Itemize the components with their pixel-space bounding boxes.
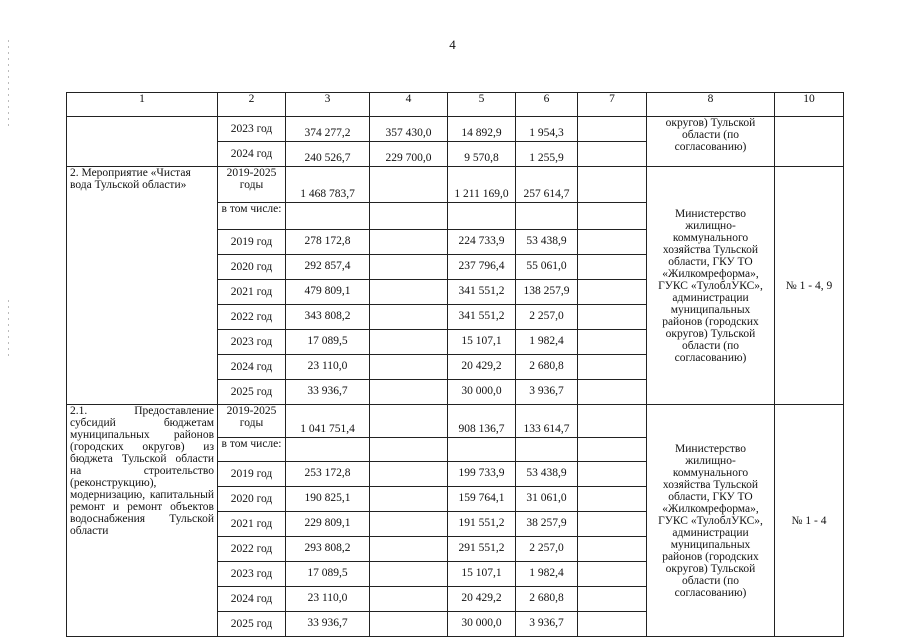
year-cell: 2023 год <box>218 562 286 587</box>
activity-title: 2. Мероприятие «Чистая вода Тульской области» <box>67 167 218 405</box>
value-cell <box>578 305 647 330</box>
value-cell: 3 936,7 <box>516 612 578 637</box>
value-cell: 1 041 751,4 <box>286 405 370 438</box>
value-cell <box>370 305 448 330</box>
value-cell: 20 429,2 <box>448 355 516 380</box>
value-cell: 1 211 169,0 <box>448 167 516 203</box>
year-cell: 2024 год <box>218 142 286 167</box>
year-cell: 2021 год <box>218 280 286 305</box>
value-cell <box>578 512 647 537</box>
value-cell: 1 982,4 <box>516 562 578 587</box>
value-cell <box>578 537 647 562</box>
value-cell: 253 172,8 <box>286 462 370 487</box>
indicator-ref-cell: № 1 - 4 <box>775 405 844 637</box>
value-cell <box>370 167 448 203</box>
responsible-cell: Министерство жилищно-коммунального хозяйства Тульской области, ГКУ ТО «Жилкомреформа», ГУКС «ТулоблУКС», администрации муниципальных районов (городских округов) Тульской области (по согласованию) <box>647 167 775 405</box>
value-cell <box>578 167 647 203</box>
column-header: 2 <box>218 93 286 117</box>
indicator-ref-cell <box>775 117 844 167</box>
value-cell: 33 936,7 <box>286 612 370 637</box>
value-cell: 2 257,0 <box>516 305 578 330</box>
value-cell <box>516 438 578 462</box>
value-cell: 291 551,2 <box>448 537 516 562</box>
column-header: 7 <box>578 93 647 117</box>
value-cell <box>370 255 448 280</box>
value-cell <box>578 587 647 612</box>
including-label: в том числе: <box>218 438 286 462</box>
value-cell <box>578 438 647 462</box>
year-cell: 2021 год <box>218 512 286 537</box>
value-cell <box>578 280 647 305</box>
year-cell: 2020 год <box>218 255 286 280</box>
responsible-cell: Министерство жилищно-коммунального хозяйства Тульской области, ГКУ ТО «Жилкомреформа», ГУКС «ТулоблУКС», администрации муниципальных районов (городских округов) Тульской области (по согласованию) <box>647 405 775 637</box>
value-cell: 1 954,3 <box>516 117 578 142</box>
value-cell <box>578 255 647 280</box>
value-cell: 38 257,9 <box>516 512 578 537</box>
value-cell <box>578 562 647 587</box>
responsible-cell: округов) Тульской области (по согласованию) <box>647 117 775 167</box>
value-cell: 229 700,0 <box>370 142 448 167</box>
margin-scan-mark <box>8 40 9 130</box>
year-cell: 2025 год <box>218 612 286 637</box>
activity-title: 2.1. Предоставление субсидий бюджетам муниципальных районов (городских округов) из бюджета Тульской области на строительство (реконструкцию), модернизацию, капитальный ремонт и ремонт объектов водоснабжения Тульской области <box>67 405 218 637</box>
value-cell <box>516 203 578 230</box>
value-cell <box>370 612 448 637</box>
table-row <box>67 405 844 438</box>
value-cell: 55 061,0 <box>516 255 578 280</box>
value-cell <box>370 355 448 380</box>
page-number: 4 <box>449 37 456 52</box>
margin-scan-mark <box>8 300 9 360</box>
value-cell: 2 257,0 <box>516 537 578 562</box>
value-cell: 343 808,2 <box>286 305 370 330</box>
value-cell: 341 551,2 <box>448 280 516 305</box>
year-cell: 2023 год <box>218 330 286 355</box>
value-cell <box>370 438 448 462</box>
value-cell <box>370 487 448 512</box>
value-cell: 224 733,9 <box>448 230 516 255</box>
year-cell: 2020 год <box>218 487 286 512</box>
indicator-ref-cell: № 1 - 4, 9 <box>775 167 844 405</box>
value-cell: 199 733,9 <box>448 462 516 487</box>
year-cell: 2025 год <box>218 380 286 405</box>
value-cell: 17 089,5 <box>286 330 370 355</box>
value-cell: 33 936,7 <box>286 380 370 405</box>
year-cell: 2024 год <box>218 355 286 380</box>
value-cell: 2 680,8 <box>516 355 578 380</box>
value-cell <box>578 487 647 512</box>
value-cell <box>578 462 647 487</box>
value-cell: 133 614,7 <box>516 405 578 438</box>
value-cell: 15 107,1 <box>448 330 516 355</box>
value-cell: 31 061,0 <box>516 487 578 512</box>
value-cell <box>578 230 647 255</box>
value-cell: 30 000,0 <box>448 380 516 405</box>
value-cell <box>370 587 448 612</box>
value-cell <box>578 203 647 230</box>
table-header-row <box>67 93 844 117</box>
year-cell: 2019 год <box>218 230 286 255</box>
value-cell: 191 551,2 <box>448 512 516 537</box>
value-cell: 293 808,2 <box>286 537 370 562</box>
value-cell <box>370 537 448 562</box>
year-cell: 2022 год <box>218 537 286 562</box>
value-cell <box>578 380 647 405</box>
value-cell: 237 796,4 <box>448 255 516 280</box>
value-cell: 23 110,0 <box>286 587 370 612</box>
value-cell <box>370 203 448 230</box>
value-cell <box>578 142 647 167</box>
year-cell: 2019-2025 годы <box>218 405 286 438</box>
value-cell: 1 982,4 <box>516 330 578 355</box>
value-cell: 357 430,0 <box>370 117 448 142</box>
value-cell: 53 438,9 <box>516 230 578 255</box>
value-cell <box>370 330 448 355</box>
value-cell <box>578 612 647 637</box>
value-cell <box>370 280 448 305</box>
value-cell: 53 438,9 <box>516 462 578 487</box>
value-cell: 20 429,2 <box>448 587 516 612</box>
value-cell: 15 107,1 <box>448 562 516 587</box>
value-cell: 278 172,8 <box>286 230 370 255</box>
year-cell: 2022 год <box>218 305 286 330</box>
value-cell <box>578 117 647 142</box>
value-cell: 374 277,2 <box>286 117 370 142</box>
value-cell <box>370 230 448 255</box>
value-cell <box>578 330 647 355</box>
column-header: 8 <box>647 93 775 117</box>
value-cell: 479 809,1 <box>286 280 370 305</box>
value-cell: 1 468 783,7 <box>286 167 370 203</box>
value-cell <box>370 380 448 405</box>
value-cell: 2 680,8 <box>516 587 578 612</box>
value-cell: 3 936,7 <box>516 380 578 405</box>
value-cell: 257 614,7 <box>516 167 578 203</box>
table-row <box>67 117 844 142</box>
value-cell: 23 110,0 <box>286 355 370 380</box>
year-cell: 2023 год <box>218 117 286 142</box>
column-header: 5 <box>448 93 516 117</box>
year-cell: 2019-2025 годы <box>218 167 286 203</box>
value-cell: 138 257,9 <box>516 280 578 305</box>
value-cell: 292 857,4 <box>286 255 370 280</box>
value-cell: 240 526,7 <box>286 142 370 167</box>
value-cell: 1 255,9 <box>516 142 578 167</box>
column-header: 3 <box>286 93 370 117</box>
including-label: в том числе: <box>218 203 286 230</box>
value-cell <box>370 512 448 537</box>
value-cell: 190 825,1 <box>286 487 370 512</box>
value-cell: 341 551,2 <box>448 305 516 330</box>
value-cell: 9 570,8 <box>448 142 516 167</box>
value-cell <box>578 355 647 380</box>
value-cell: 159 764,1 <box>448 487 516 512</box>
column-header: 6 <box>516 93 578 117</box>
value-cell <box>286 438 370 462</box>
year-cell: 2019 год <box>218 462 286 487</box>
value-cell: 908 136,7 <box>448 405 516 438</box>
value-cell <box>448 438 516 462</box>
year-cell: 2024 год <box>218 587 286 612</box>
value-cell: 229 809,1 <box>286 512 370 537</box>
value-cell <box>370 405 448 438</box>
value-cell <box>370 462 448 487</box>
value-cell <box>370 562 448 587</box>
value-cell <box>448 203 516 230</box>
table-row <box>67 167 844 203</box>
column-header: 10 <box>775 93 844 117</box>
budget-table <box>66 92 844 637</box>
value-cell <box>286 203 370 230</box>
value-cell: 14 892,9 <box>448 117 516 142</box>
column-header: 1 <box>67 93 218 117</box>
column-header: 4 <box>370 93 448 117</box>
value-cell: 17 089,5 <box>286 562 370 587</box>
value-cell <box>578 405 647 438</box>
value-cell: 30 000,0 <box>448 612 516 637</box>
activity-cell <box>67 117 218 167</box>
